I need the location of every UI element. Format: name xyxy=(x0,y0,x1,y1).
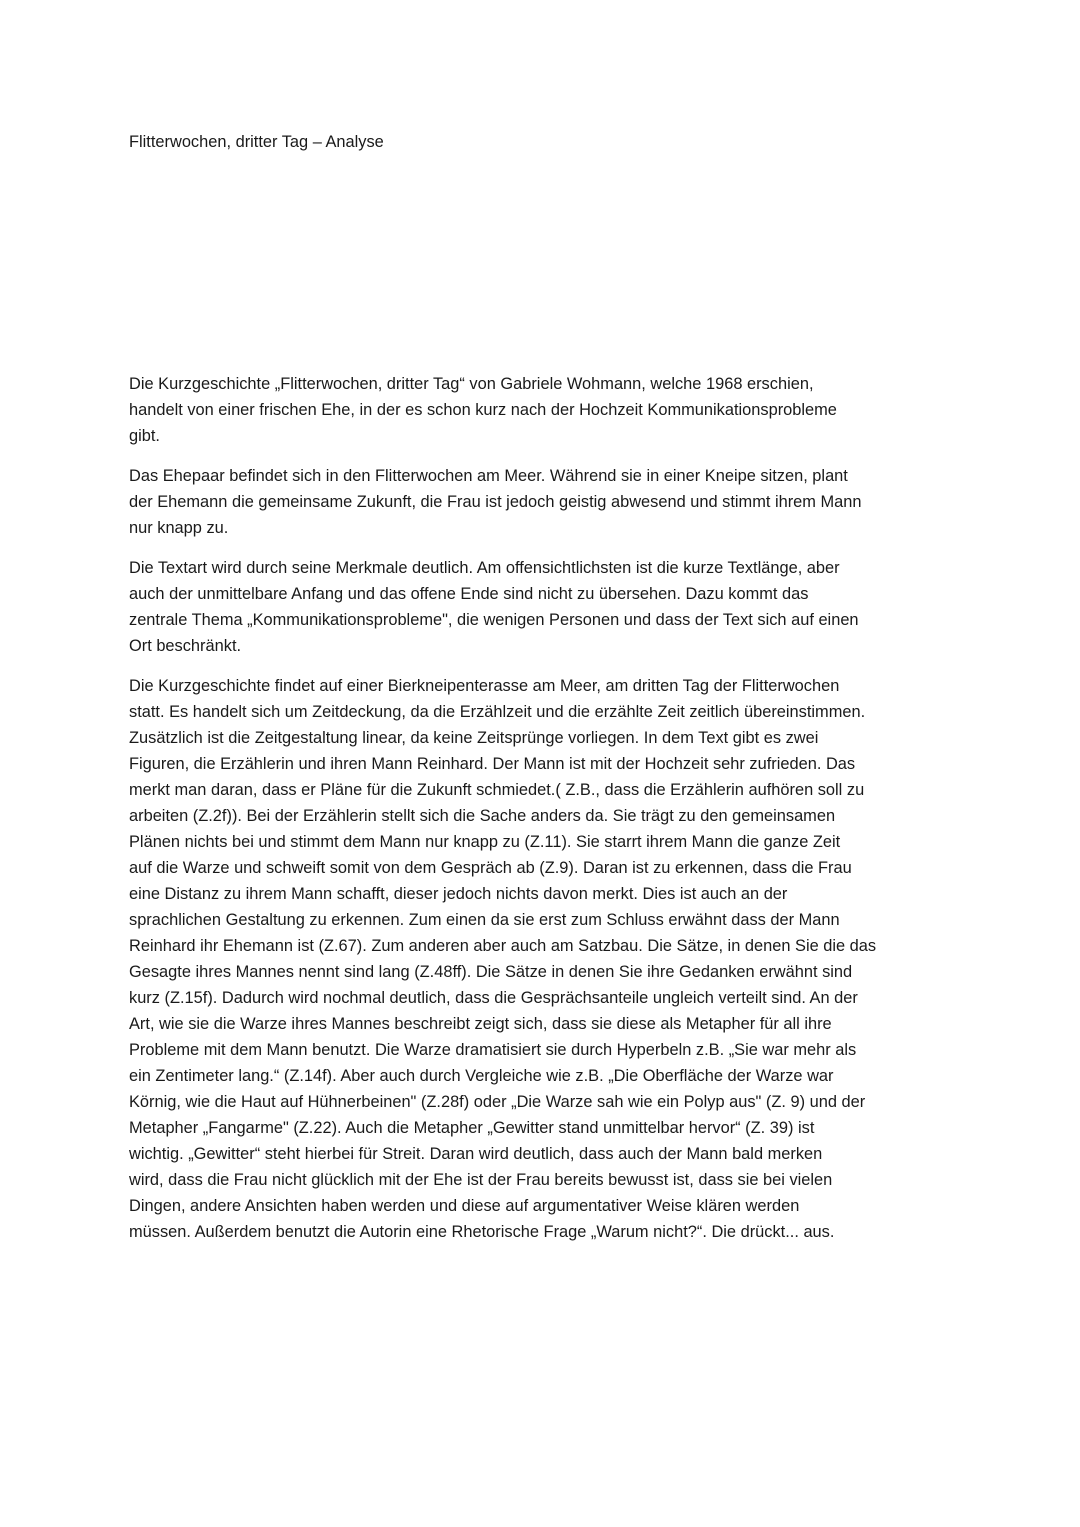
paragraph-line: Probleme mit dem Mann benutzt. Die Warze dramatisiert sie durch Hyperbeln z.B. „Sie war mehr als xyxy=(129,1041,857,1059)
paragraph-line: kurz (Z.15f). Dadurch wird nochmal deutlich, dass die Gesprächsanteile ungleich verteilt sind. An der xyxy=(129,989,858,1007)
paragraph-line: gibt. xyxy=(129,427,160,445)
paragraph-line: nur knapp zu. xyxy=(129,519,229,537)
paragraph-line: Zusätzlich ist die Zeitgestaltung linear, da keine Zeitsprünge vorliegen. In dem Text gibt es zwei xyxy=(129,729,819,747)
paragraph-line: statt. Es handelt sich um Zeitdeckung, da die Erzählzeit und die erzählte Zeit zeitlich übereinstimmen. xyxy=(129,703,866,721)
paragraph-line: Art, wie sie die Warze ihres Mannes beschreibt zeigt sich, dass sie diese als Metapher für all ihre xyxy=(129,1015,832,1033)
paragraph-line: handelt von einer frischen Ehe, in der es schon kurz nach der Hochzeit Kommunikationsprobleme xyxy=(129,401,837,419)
paragraph-line: merkt man daran, dass er Pläne für die Zukunft schmiedet.( Z.B., dass die Erzählerin aufhören soll zu xyxy=(129,781,865,799)
paragraph-3 xyxy=(129,555,951,659)
document-body xyxy=(129,371,951,1259)
paragraph-2 xyxy=(129,463,951,541)
paragraph-line: Dingen, andere Ansichten haben werden und diese auf argumentativer Weise klären werden xyxy=(129,1197,800,1215)
paragraph-line: müssen. Außerdem benutzt die Autorin eine Rhetorische Frage „Warum nicht?“. Die drückt... aus. xyxy=(129,1223,835,1241)
paragraph-line: auf die Warze und schweift somit von dem Gespräch ab (Z.9). Daran ist zu erkennen, dass die Frau xyxy=(129,859,852,877)
paragraph-line: wird, dass die Frau nicht glücklich mit der Ehe ist der Frau bereits bewusst ist, dass sie bei vielen xyxy=(129,1171,833,1189)
paragraph-line: Figuren, die Erzählerin und ihren Mann Reinhard. Der Mann ist mit der Hochzeit sehr zufrieden. Das xyxy=(129,755,856,773)
paragraph-line: ein Zentimeter lang.“ (Z.14f). Aber auch durch Vergleiche wie z.B. „Die Oberfläche der Warze war xyxy=(129,1067,834,1085)
paragraph-line: der Ehemann die gemeinsame Zukunft, die Frau ist jedoch geistig abwesend und stimmt ihrem Mann xyxy=(129,493,862,511)
paragraph-line: Gesagte ihres Mannes nennt sind lang (Z.48ff). Die Sätze in denen Sie ihre Gedanken erwähnt sind xyxy=(129,963,853,981)
paragraph-line: sprachlichen Gestaltung zu erkennen. Zum einen da sie erst zum Schluss erwähnt dass der Mann xyxy=(129,911,840,929)
paragraph-line: Die Kurzgeschichte findet auf einer Bierkneipenterasse am Meer, am dritten Tag der Flitterwochen xyxy=(129,677,840,695)
paragraph-line: Die Textart wird durch seine Merkmale deutlich. Am offensichtlichsten ist die kurze Textlänge, aber xyxy=(129,559,840,577)
paragraph-line: zentrale Thema „Kommunikationsprobleme", die wenigen Personen und dass der Text sich auf einen xyxy=(129,611,859,629)
paragraph-line: Reinhard ihr Ehemann ist (Z.67). Zum anderen aber auch am Satzbau. Die Sätze, in denen Sie die das xyxy=(129,937,877,955)
paragraph-line: Die Kurzgeschichte „Flitterwochen, dritter Tag“ von Gabriele Wohmann, welche 1968 erschien, xyxy=(129,375,814,393)
paragraph-1 xyxy=(129,371,951,449)
paragraph-line: auch der unmittelbare Anfang und das offene Ende sind nicht zu übersehen. Dazu kommt das xyxy=(129,585,809,603)
paragraph-line: Körnig, wie die Haut auf Hühnerbeinen" (Z.28f) oder „Die Warze sah wie ein Polyp aus" (Z. 9) und der xyxy=(129,1093,866,1111)
paragraph-4 xyxy=(129,673,951,1245)
paragraph-line: eine Distanz zu ihrem Mann schafft, dieser jedoch nichts davon merkt. Dies ist auch an der xyxy=(129,885,788,903)
paragraph-line: Das Ehepaar befindet sich in den Flitterwochen am Meer. Während sie in einer Kneipe sitzen, plant xyxy=(129,467,848,485)
paragraph-line: Ort beschränkt. xyxy=(129,637,242,655)
paragraph-line: Plänen nichts bei und stimmt dem Mann nur knapp zu (Z.11). Sie starrt ihrem Mann die ganze Zeit xyxy=(129,833,841,851)
document-title: Flitterwochen, dritter Tag – Analyse xyxy=(129,133,384,151)
paragraph-line: arbeiten (Z.2f)). Bei der Erzählerin stellt sich die Sache anders da. Sie trägt zu den gemeinsamen xyxy=(129,807,836,825)
paragraph-line: wichtig. „Gewitter“ steht hierbei für Streit. Daran wird deutlich, dass auch der Mann bald merken xyxy=(129,1145,823,1163)
paragraph-line: Metapher „Fangarme" (Z.22). Auch die Metapher „Gewitter stand unmittelbar hervor“ (Z. 39) ist xyxy=(129,1119,815,1137)
